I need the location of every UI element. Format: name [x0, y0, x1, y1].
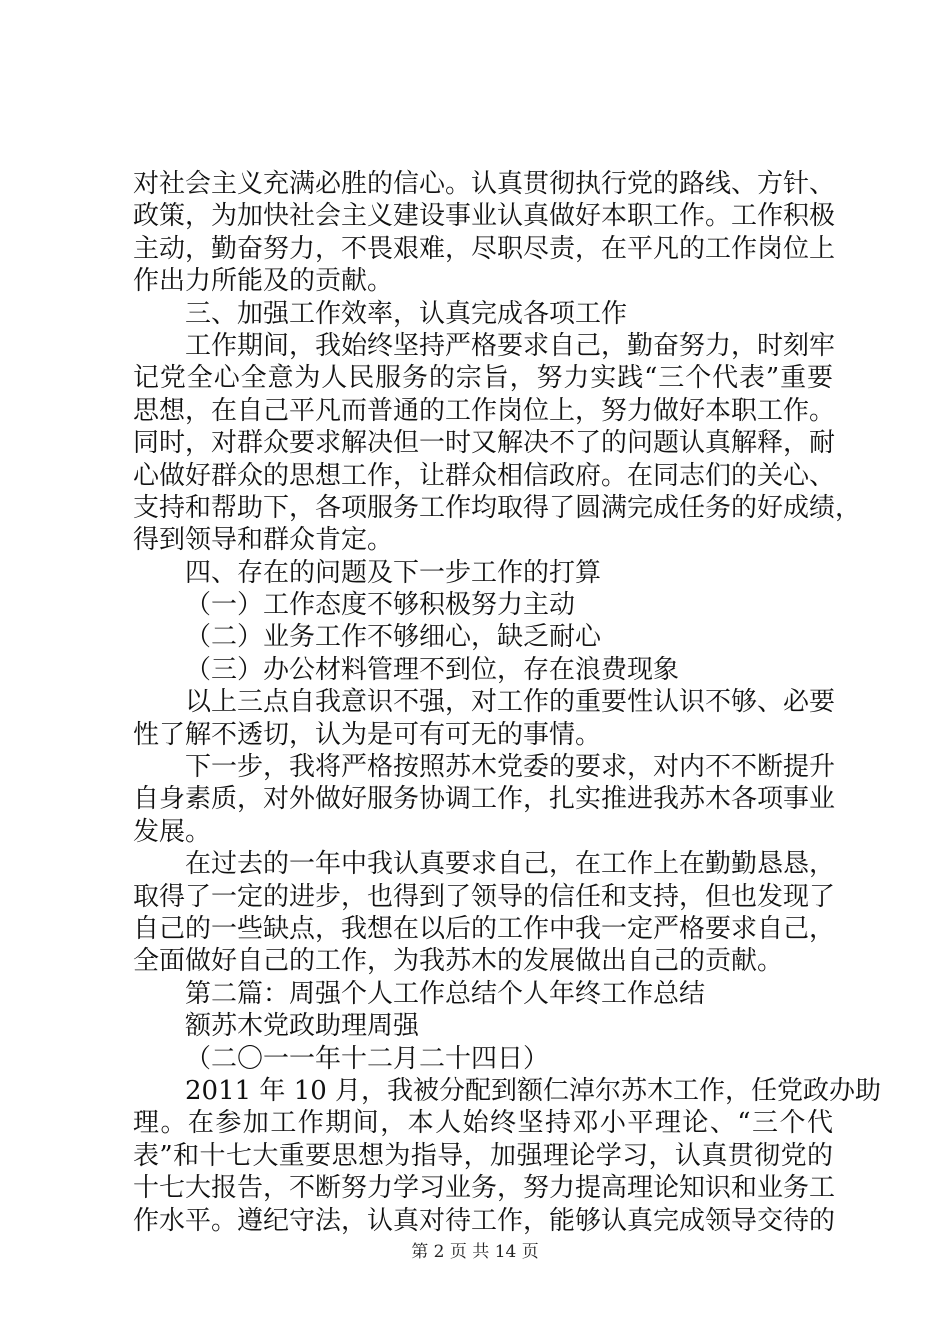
body-text-line: 表”和十七大重要思想为指导，加强理论学习，认真贯彻党的 [133, 1140, 833, 1171]
body-text-line: 自己的一些缺点，我想在以后的工作中我一定严格要求自己， [133, 913, 836, 944]
body-text-line: 发展。 [133, 816, 212, 847]
body-text-line: 主动，勤奋努力，不畏艰难，尽职尽责，在平凡的工作岗位上 [133, 233, 836, 264]
body-text-line: 作水平。遵纪守法，认真对待工作，能够认真完成领导交待的 [133, 1205, 836, 1236]
body-text-line: 2011 年 10 月，我被分配到额仁淖尔苏木工作，任党政办助 [185, 1075, 882, 1106]
body-text-line: 工作期间，我始终坚持严格要求自己，勤奋努力，时刻牢 [185, 330, 836, 361]
list-item: （一）工作态度不够积极努力主动 [185, 590, 576, 621]
body-text-line: 在过去的一年中我认真要求自己，在工作上在勤勤恳恳， [185, 849, 836, 880]
list-item: （二）业务工作不够细心，缺乏耐心 [185, 622, 602, 653]
body-text-line: 取得了一定的进步，也得到了领导的信任和支持，但也发现了 [133, 881, 836, 912]
author-line: 额苏木党政助理周强 [185, 1011, 420, 1042]
body-text-line: 记党全心全意为人民服务的宗旨，努力实践“三个代表”重要 [133, 363, 833, 394]
body-text-line: 全面做好自己的工作，为我苏木的发展做出自己的贡献。 [133, 946, 784, 977]
body-text-line: 得到领导和群众肯定。 [133, 525, 394, 556]
body-text-line: 作出力所能及的贡献。 [133, 266, 394, 297]
section-heading: 四、存在的问题及下一步工作的打算 [185, 557, 602, 588]
chapter-title: 第二篇：周强个人工作总结个人年终工作总结 [185, 978, 706, 1009]
list-item: （三）办公材料管理不到位，存在浪费现象 [185, 654, 680, 685]
body-text-line: 对社会主义充满必胜的信心。认真贯彻执行党的路线、方针、 [133, 169, 836, 199]
body-text-line: 支持和帮助下，各项服务工作均取得了圆满完成任务的好成绩， [133, 492, 862, 523]
body-text-line: 理。在参加工作期间，本人始终坚持邓小平理论、“三个代 [133, 1108, 833, 1139]
body-text-line: 思想，在自己平凡而普通的工作岗位上，努力做好本职工作。 [133, 395, 836, 426]
body-text-line: 下一步，我将严格按照苏木党委的要求，对内不不断提升 [185, 752, 836, 783]
body-text-line: 心做好群众的思想工作，让群众相信政府。在同志们的关心、 [133, 460, 836, 491]
date-line: （二〇一一年十二月二十四日） [185, 1043, 550, 1074]
page-number-footer: 第 2 页 共 14 页 [411, 1242, 539, 1262]
body-text-line: 性了解不透切，认为是可有可无的事情。 [133, 719, 602, 750]
body-text-line: 同时，对群众要求解决但一时又解决不了的问题认真解释，耐 [133, 428, 836, 459]
section-heading: 三、加强工作效率，认真完成各项工作 [185, 298, 628, 329]
document-body [133, 168, 882, 1237]
body-text-line: 政策，为加快社会主义建设事业认真做好本职工作。工作积极 [133, 201, 836, 232]
body-text-line: 以上三点自我意识不强，对工作的重要性认识不够、必要 [185, 687, 836, 718]
body-text-line: 自身素质，对外做好服务协调工作，扎实推进我苏木各项事业 [133, 784, 836, 815]
body-text-line: 十七大报告，不断努力学习业务，努力提高理论知识和业务工 [133, 1173, 836, 1204]
